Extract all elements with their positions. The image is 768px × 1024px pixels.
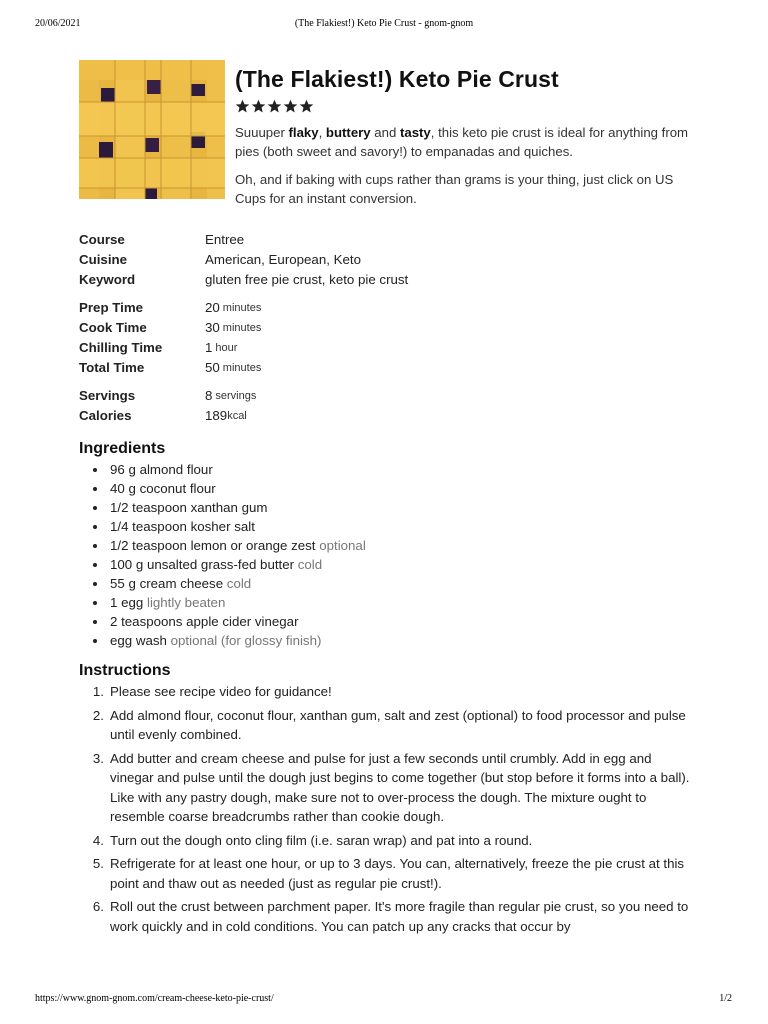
star-icon <box>267 99 282 114</box>
meta-chilling-time: Chilling Time 1 hour <box>79 340 238 355</box>
star-icon <box>235 99 250 114</box>
recipe-title: (The Flakiest!) Keto Pie Crust <box>235 66 559 92</box>
star-icon <box>251 99 266 114</box>
ingredient-note: cold <box>297 557 323 572</box>
instruction-step: 4. Turn out the dough onto cling film (i.e. saran wrap) and pat into a round. <box>92 832 533 848</box>
meta-group-times <box>79 298 699 378</box>
page-url-link[interactable]: https://www.gnom-gnom.com/cream-cheese-keto-pie-crust/ <box>35 993 274 1004</box>
ingredient-note: cold <box>226 576 252 591</box>
instructions-section <box>79 662 699 936</box>
recipe-card <box>79 60 699 940</box>
star-icon <box>299 99 314 114</box>
instruction-step: 5. Refrigerate for at least one hour, or up to 3 days. You can, alternatively, freeze the pie crust at this point and thaw out as needed (just as regular pie crust!). <box>92 856 685 891</box>
meta-total-time: Total Time 50 minutes <box>79 360 262 375</box>
page-number: 1/2 <box>719 993 732 1004</box>
ingredient-item: 1/2 teaspoon lemon or orange zest optional <box>93 536 699 555</box>
summary-paragraph-2: Oh, and if baking with cups rather than grams is your thing, just click on US Cups for an instant conversion. <box>235 172 674 206</box>
meta-cuisine: Cuisine American, European, Keto <box>79 252 361 267</box>
star-icon <box>283 99 298 114</box>
print-title: (The Flakiest!) Keto Pie Crust - gnom-gnom <box>294 18 474 29</box>
instruction-step: 2. Add almond flour, coconut flour, xanthan gum, salt and zest (optional) to food processor and pulse until evenly combined. <box>92 707 686 742</box>
instructions-list <box>79 682 694 936</box>
meta-prep-time: Prep Time 20 minutes <box>79 300 262 315</box>
recipe-meta <box>79 230 699 426</box>
meta-servings: Servings 8 servings <box>79 388 257 403</box>
ingredient-item: 96 g almond flour <box>93 460 699 479</box>
ingredient-item: 100 g unsalted grass-fed butter cold <box>93 555 699 574</box>
ingredient-item: 1/2 teaspoon xanthan gum <box>93 498 699 517</box>
meta-group-tags <box>79 230 699 290</box>
instruction-step: 3. Add butter and cream cheese and pulse for just a few seconds until crumbly. Add in egg and vinegar and pulse until the dough just begins to come together (but stop before it forms into a ball). Like with any pastry dough, make sure not to over-process the dough. The mixture ought to resemble coarse breadcrumbs rather than cookie dough. <box>92 750 690 824</box>
summary-paragraph-1: Suuuper flaky, buttery and tasty, this keto pie crust is ideal for anything from pies (both sweet and savory!) to empanadas and quiches. <box>235 125 689 159</box>
recipe-header <box>79 60 699 230</box>
instructions-heading: Instructions <box>79 662 171 679</box>
print-date: 20/06/2021 <box>35 18 81 29</box>
lattice-pie-image <box>79 60 225 199</box>
ingredient-note: optional (for glossy finish) <box>170 633 322 648</box>
ingredients-section <box>79 440 699 650</box>
ingredient-note: optional <box>319 538 366 553</box>
ingredient-item: 2 teaspoons apple cider vinegar <box>93 612 699 631</box>
meta-keyword: Keyword gluten free pie crust, keto pie crust <box>79 272 409 287</box>
meta-calories: Calories 189 kcal <box>79 408 247 423</box>
recipe-intro <box>235 66 695 208</box>
ingredient-item: 1 egg lightly beaten <box>93 593 699 612</box>
ingredient-item: 1/4 teaspoon kosher salt <box>93 517 699 536</box>
ingredient-item: 40 g coconut flour <box>93 479 699 498</box>
rating-stars <box>235 99 695 117</box>
instruction-step: 6. Roll out the crust between parchment paper. It's more fragile than regular pie crust, so you need to work quickly and in cold conditions. You can patch up any cracks that occur by <box>92 899 689 934</box>
recipe-summary <box>235 123 695 208</box>
ingredient-note: lightly beaten <box>146 595 226 610</box>
meta-group-nutrition <box>79 386 699 426</box>
instruction-step: 1. Please see recipe video for guidance! <box>92 684 332 699</box>
ingredient-item: 55 g cream cheese cold <box>93 574 699 593</box>
ingredients-list <box>79 460 699 650</box>
ingredient-item: egg wash optional (for glossy finish) <box>93 631 699 650</box>
ingredients-heading: Ingredients <box>79 440 166 457</box>
recipe-photo <box>79 60 225 199</box>
meta-cook-time: Cook Time 30 minutes <box>79 320 262 335</box>
meta-course: Course Entree <box>79 232 245 247</box>
